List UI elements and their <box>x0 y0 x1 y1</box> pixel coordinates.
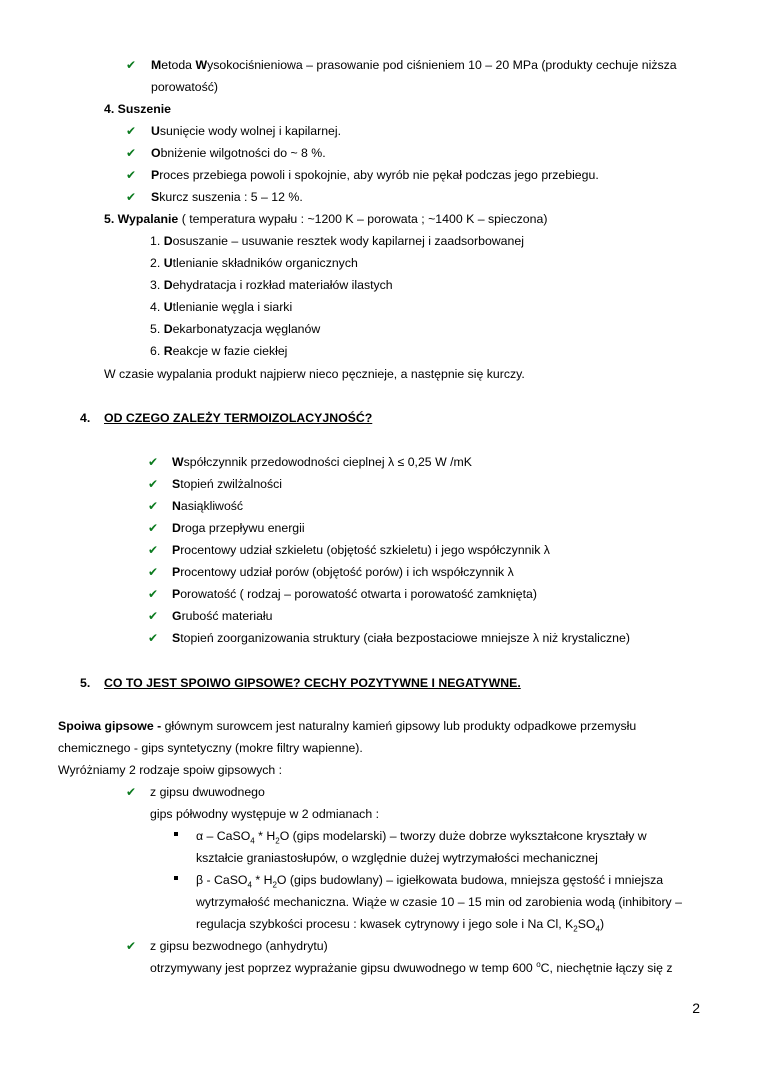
check-icon: ✔ <box>148 543 159 557</box>
check-icon: ✔ <box>126 146 137 160</box>
beta-gypsum-cont: wytrzymałość mechaniczna. Wiąże w czasie 10 – 15 min od zarobienia wodą (inhibitory – <box>196 895 682 909</box>
square-bullet-icon <box>174 876 178 880</box>
firing-step: 1. Dosuszanie – usuwanie resztek wody kapilarnej i zaadsorbowanej <box>150 234 524 248</box>
q4-item: Droga przepływu energii <box>172 521 305 535</box>
check-icon: ✔ <box>126 168 137 182</box>
q4-item: Grubość materiału <box>172 609 273 623</box>
hemihydrate-intro: gips półwodny występuje w 2 odmianach : <box>150 807 379 821</box>
gypsum-types-intro: Wyróżniamy 2 rodzaje spoiw gipsowych : <box>58 763 283 777</box>
beta-gypsum-cont2: regulacja szybkości procesu : kwasek cytrynowy i jego sole i Na Cl, $K_2SO_4$) <box>196 917 605 934</box>
firing-step: 5. Dekarbonatyzacja węglanów <box>150 322 321 336</box>
gypsum-definition: Spoiwa gipsowe - głównym surowcem jest naturalny kamień gipsowy lub produkty odpadkowe przemysłu <box>58 719 637 733</box>
check-icon: ✔ <box>126 785 137 799</box>
page-number: 2 <box>692 1000 700 1016</box>
question5-title: CO TO JEST SPOIWO GIPSOWE? CECHY POZYTYWNE I NEGATYWNE. <box>104 676 521 690</box>
drying-item: Proces przebiega powoli i spokojnie, aby wyrób nie pękał podczas jego przebiegu. <box>151 168 599 182</box>
gypsum-definition-cont: chemicznego - gips syntetyczny (mokre filtry wapienne). <box>58 741 363 755</box>
check-icon: ✔ <box>148 499 159 513</box>
q4-item: Współczynnik przedowodności cieplnej λ ≤ 0,25 W /mK <box>172 455 472 469</box>
q4-item: Nasiąkliwość <box>172 499 244 513</box>
question4-number: 4. <box>80 411 91 425</box>
check-icon: ✔ <box>126 58 137 72</box>
firing-heading: 5. Wypalanie ( temperatura wypału : ~1200 K – porowata ; ~1400 K – spieczona) <box>104 212 548 226</box>
question5-number: 5. <box>80 676 91 690</box>
alpha-gypsum: α – CaSO$_4$ * $H_2O$ (gips modelarski) – tworzy duże dobrze wykształcone kryształy w <box>196 829 647 846</box>
check-icon: ✔ <box>148 609 159 623</box>
beta-gypsum: β - CaSO$_4$ * $H_2O$ (gips budowlany) – igiełkowata budowa, mniejsza gęstość i mniejsza <box>196 873 664 890</box>
check-icon: ✔ <box>148 477 159 491</box>
check-icon: ✔ <box>126 190 137 204</box>
drying-item: Skurcz suszenia : 5 – 12 %. <box>151 190 303 204</box>
firing-step: 4. Utlenianie węgla i siarki <box>150 300 293 314</box>
q4-item: Stopień zoorganizowania struktury (ciała bezpostaciowe mniejsze λ niż krystaliczne) <box>172 631 630 645</box>
q4-item: Porowatość ( rodzaj – porowatość otwarta i porowatość zamknięta) <box>172 587 537 601</box>
firing-note: W czasie wypalania produkt najpierw nieco pęcznieje, a następnie się kurczy. <box>104 367 525 381</box>
drying-item: Obniżenie wilgotności do ~ 8 %. <box>151 146 326 160</box>
anhydrite-description: otrzymywany jest poprzez wyprażanie gipsu dwuwodnego w temp 600 $^o$C, niechętnie łączy się z <box>150 959 673 975</box>
drying-item: Usunięcie wody wolnej i kapilarnej. <box>151 124 342 138</box>
gypsum-type-dihydrate: z gipsu dwuwodnego <box>150 785 265 799</box>
q4-item: Procentowy udział porów (objętość porów) i ich współczynnik λ <box>172 565 514 579</box>
check-icon: ✔ <box>126 939 137 953</box>
check-icon: ✔ <box>148 587 159 601</box>
bullet-high-pressure-cont: porowatość) <box>151 80 218 94</box>
check-icon: ✔ <box>148 565 159 579</box>
check-icon: ✔ <box>126 124 137 138</box>
question4-title: OD CZEGO ZALEŻY TERMOIZOLACYJNOŚĆ? <box>104 411 373 425</box>
q4-item: Procentowy udział szkieletu (objętość szkieletu) i jego współczynnik λ <box>172 543 550 557</box>
alpha-gypsum-cont: kształcie graniastosłupów, o względnie dużej wytrzymałości mechanicznej <box>196 851 598 865</box>
firing-step: 3. Dehydratacja i rozkład materiałów ilastych <box>150 278 393 292</box>
gypsum-type-anhydrite: z gipsu bezwodnego (anhydrytu) <box>150 939 328 953</box>
q4-item: Stopień zwilżalności <box>172 477 283 491</box>
firing-step: 2. Utlenianie składników organicznych <box>150 256 358 270</box>
bullet-high-pressure: Metoda Wysokociśnieniowa – prasowanie pod ciśnieniem 10 – 20 MPa (produkty cechuje niższa <box>151 58 677 72</box>
check-icon: ✔ <box>148 521 159 535</box>
firing-step: 6. Reakcje w fazie ciekłej <box>150 344 288 358</box>
check-icon: ✔ <box>148 631 159 645</box>
square-bullet-icon <box>174 832 178 836</box>
check-icon: ✔ <box>148 455 159 469</box>
drying-heading: 4. Suszenie <box>104 102 171 116</box>
